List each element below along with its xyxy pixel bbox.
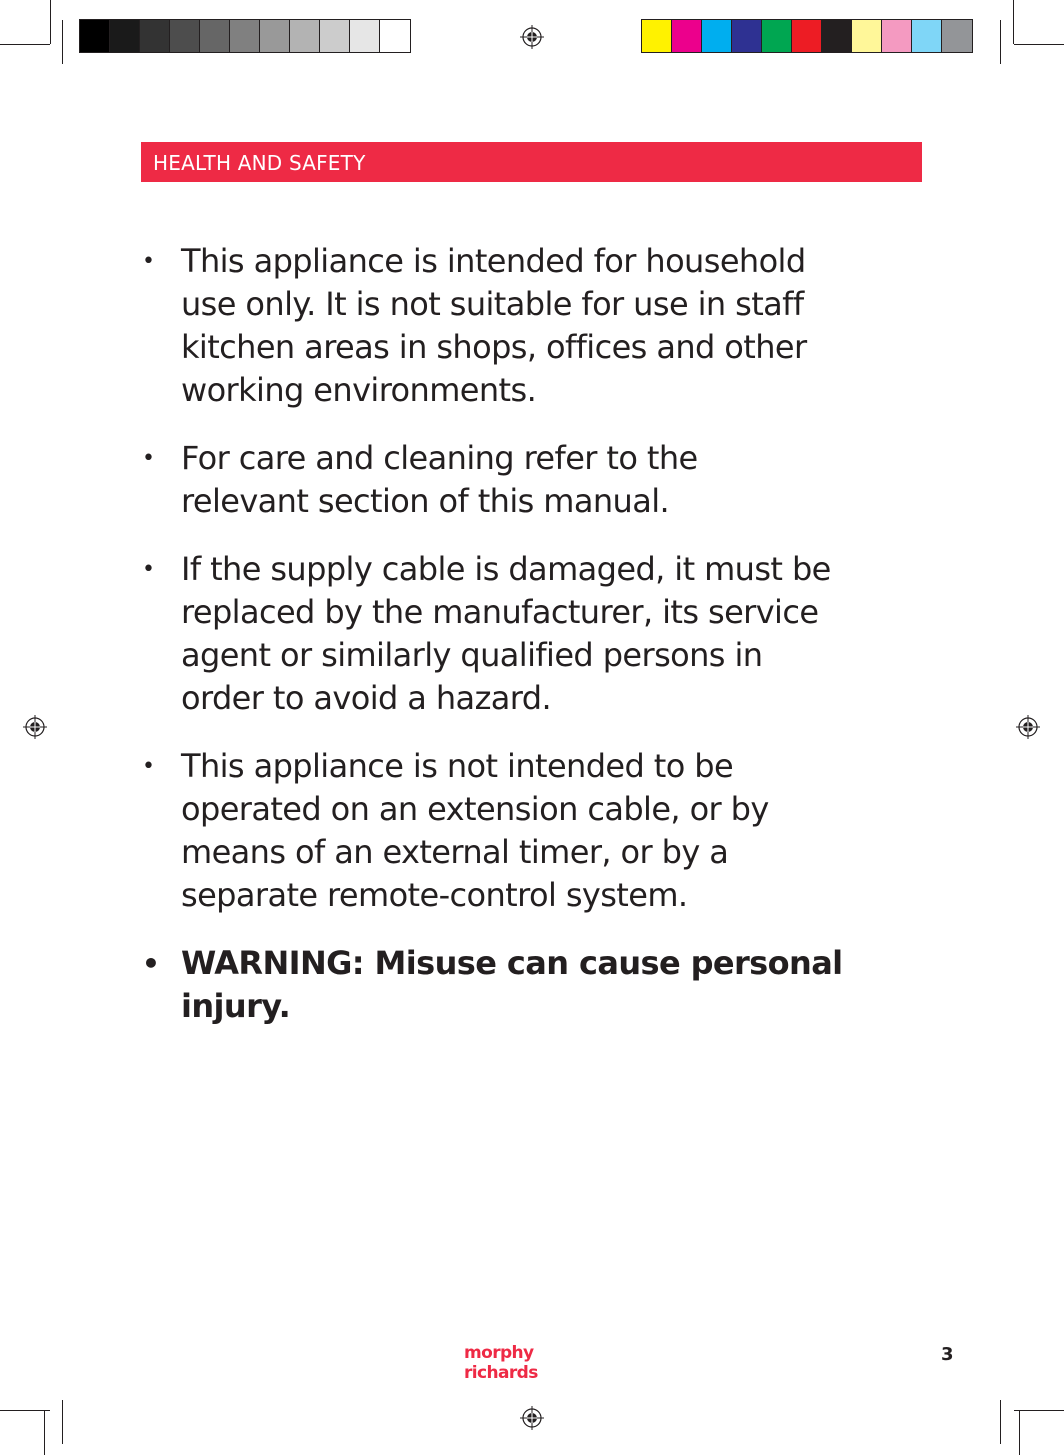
color-swatch (732, 20, 762, 52)
color-swatch (350, 20, 380, 52)
bullet-text: This appliance is not intended to be operated on an extension cable, or by means of an external timer, or by a separate remote-control system. (181, 747, 769, 914)
bullet-text: If the supply cable is damaged, it must be replaced by the manufacturer, its service agent or similarly qualified persons in order to avoid a hazard. (181, 550, 831, 717)
registration-mark-icon (1016, 715, 1040, 739)
color-swatch (912, 20, 942, 52)
color-swatch (702, 20, 732, 52)
crop-mark (44, 1411, 45, 1455)
crop-mark (1014, 1410, 1064, 1411)
list-item (140, 548, 930, 720)
section-header-bar (141, 142, 922, 182)
color-swatch (672, 20, 702, 52)
color-swatch (942, 20, 972, 52)
warning-text: WARNING: Misuse can cause personal injury. (181, 944, 843, 1025)
color-swatch (822, 20, 852, 52)
crop-mark (50, 0, 51, 44)
color-swatch (792, 20, 822, 52)
bullet-icon: • (142, 947, 160, 980)
page-number: 3 (941, 1344, 954, 1365)
crop-mark (62, 1400, 63, 1444)
safety-bullet-list (140, 240, 930, 1053)
list-item (140, 437, 930, 523)
color-swatch (852, 20, 882, 52)
bullet-text: This appliance is intended for household use only. It is not suitable for use in staff kitchen areas in shops, offices and other working environments. (181, 242, 807, 409)
registration-mark-icon (520, 25, 544, 49)
crop-mark (1014, 44, 1064, 45)
registration-mark-icon (23, 715, 47, 739)
list-item (140, 240, 930, 412)
color-swatch (320, 20, 350, 52)
grayscale-color-bar (79, 19, 411, 53)
color-swatch (642, 20, 672, 52)
crop-mark (0, 44, 50, 45)
bullet-icon: • (142, 557, 155, 582)
bullet-icon: • (142, 446, 155, 471)
color-swatch (200, 20, 230, 52)
color-swatch (110, 20, 140, 52)
color-swatch (260, 20, 290, 52)
list-item (140, 745, 930, 917)
bullet-icon: • (142, 754, 155, 779)
section-title: HEALTH AND SAFETY (153, 151, 366, 175)
color-swatch (290, 20, 320, 52)
crop-mark (1019, 1411, 1020, 1455)
color-swatch (170, 20, 200, 52)
crop-mark (1000, 1400, 1001, 1444)
color-swatch (80, 20, 110, 52)
registration-mark-icon (520, 1406, 544, 1430)
color-swatch (140, 20, 170, 52)
brand-logo: morphy richards (464, 1343, 538, 1383)
crop-mark (1000, 20, 1001, 64)
color-swatch (762, 20, 792, 52)
bullet-icon: • (142, 249, 155, 274)
color-swatch (230, 20, 260, 52)
crop-mark (0, 1410, 50, 1411)
bullet-text: For care and cleaning refer to the relevant section of this manual. (181, 439, 698, 520)
crop-mark (1013, 0, 1014, 44)
color-swatch (882, 20, 912, 52)
color-swatch (380, 20, 410, 52)
process-color-bar (641, 19, 973, 53)
crop-mark (62, 20, 63, 64)
warning-list-item (140, 942, 930, 1028)
